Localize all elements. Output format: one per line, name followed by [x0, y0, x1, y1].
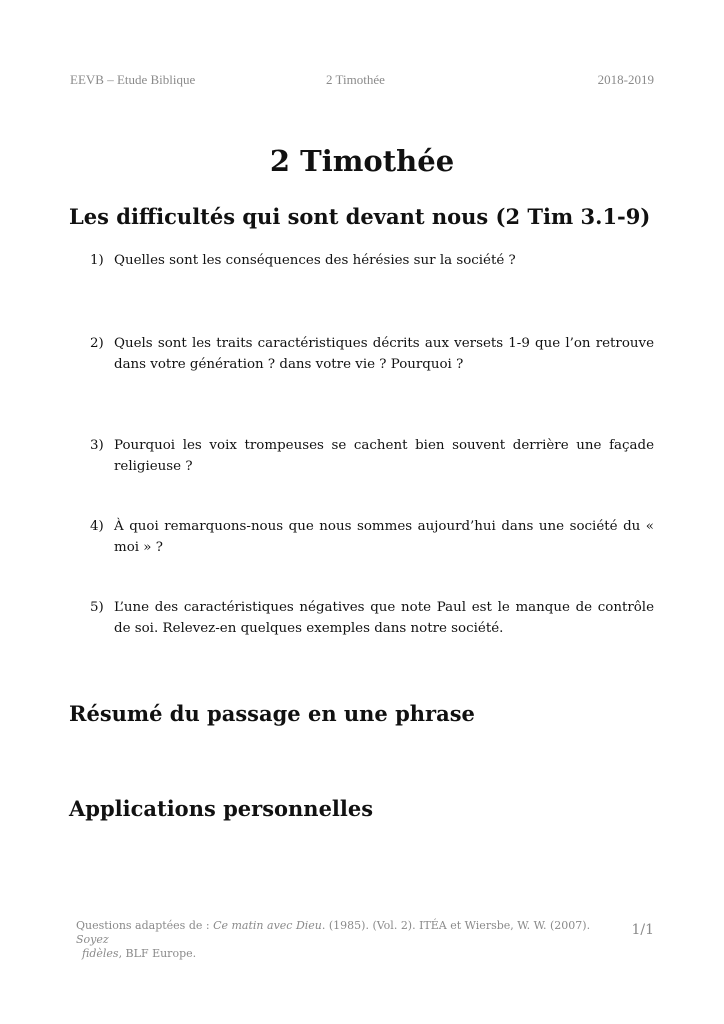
section-title-summary: Résumé du passage en une phrase: [69, 701, 475, 726]
document-title: 2 Timothée: [269, 144, 455, 178]
question-text: Pourquoi les voix trompeuses se cachent bien souvent derrière une façade religieuse ?: [114, 438, 654, 474]
page-header: [70, 72, 654, 92]
question-text: Quels sont les traits caractéristiques décrits aux versets 1-9 que l’on retrouve dans votre génération ? dans votre vie ? Pourquoi ?: [114, 336, 654, 372]
question-number: 3): [90, 438, 104, 453]
footer-prefix: Questions adaptées de :: [76, 919, 214, 932]
footer-reference: [76, 919, 596, 961]
page-number: 1/1: [631, 922, 654, 938]
question-number: 2): [90, 336, 104, 351]
question-text: L’une des caractéristiques négatives que note Paul est le manque de contrôle de soi. Relevez-en quelques exemples dans notre société.: [114, 600, 654, 636]
footer-book-title-2b: fidèles: [82, 947, 119, 960]
question-item: [90, 250, 654, 271]
question-number: 1): [90, 253, 104, 268]
question-text: Quelles sont les conséquences des hérésies sur la société ?: [114, 253, 516, 268]
header-right: 2018-2019: [597, 72, 654, 87]
footer-suffix: , BLF Europe.: [118, 947, 197, 960]
footer-book-title: Ce matin avec Dieu: [213, 919, 322, 932]
question-text: À quoi remarquons-nous que nous sommes aujourd’hui dans une société du « moi » ?: [114, 519, 654, 555]
section-title-difficulties: Les difficultés qui sont devant nous (2 Tim 3.1-9): [69, 204, 651, 229]
question-item: [90, 516, 654, 558]
question-item: [90, 435, 654, 477]
question-item: [90, 597, 654, 639]
header-left: EEVB – Etude Biblique: [70, 72, 196, 87]
question-item: [90, 333, 654, 375]
section-title-applications: Applications personnelles: [69, 796, 374, 821]
question-number: 4): [90, 519, 104, 534]
footer-mid: . (1985). (Vol. 2). ITÉA et Wiersbe, W. W. (2007).: [321, 919, 591, 932]
question-number: 5): [90, 600, 104, 615]
header-center: 2 Timothée: [326, 72, 385, 87]
footer-book-title-2a: Soyez: [76, 933, 109, 946]
